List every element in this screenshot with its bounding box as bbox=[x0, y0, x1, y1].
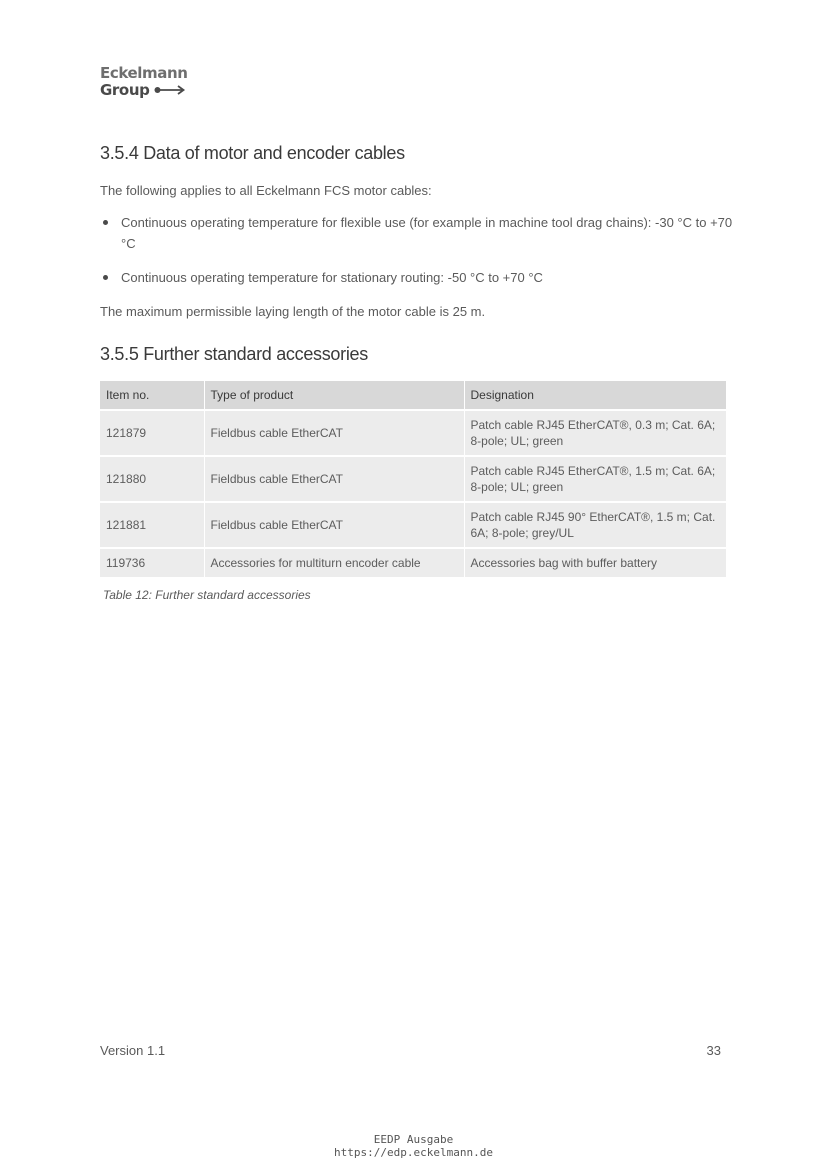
table-row bbox=[100, 548, 726, 578]
bullet-icon bbox=[103, 275, 108, 280]
list-item bbox=[100, 212, 740, 254]
cable-length-note: The maximum permissible laying length of the motor cable is 25 m. bbox=[100, 304, 486, 319]
logo-line-2 bbox=[100, 82, 188, 99]
stamp-url: https://edp.eckelmann.de bbox=[334, 1146, 493, 1159]
table-row bbox=[100, 456, 726, 502]
bullet-icon bbox=[103, 220, 108, 225]
logo-line-1: Eckelmann bbox=[100, 64, 188, 82]
table-header-row bbox=[100, 381, 726, 410]
section-heading-3-5-5: 3.5.5 Further standard accessories bbox=[100, 344, 368, 364]
table-caption: Table 12: Further standard accessories bbox=[103, 588, 311, 602]
list-item bbox=[100, 267, 740, 288]
page-number: 33 bbox=[706, 1043, 721, 1058]
cell-item-no: 121881 bbox=[100, 502, 204, 548]
bullet-list bbox=[100, 212, 740, 301]
column-header-item-no: Item no. bbox=[100, 381, 204, 410]
footer-version: Version 1.1 bbox=[100, 1043, 166, 1058]
accessories-table bbox=[100, 381, 726, 579]
column-header-designation: Designation bbox=[464, 381, 726, 410]
cell-item-no: 121879 bbox=[100, 410, 204, 456]
list-item-text: Continuous operating temperature for stationary routing: -50 °C to +70 °C bbox=[121, 270, 543, 285]
table-row bbox=[100, 410, 726, 456]
logo-arrow-icon bbox=[154, 82, 186, 99]
cell-designation: Patch cable RJ45 90° EtherCAT®, 1.5 m; Cat. 6A; 8-pole; grey/UL bbox=[464, 502, 726, 548]
column-header-type: Type of product bbox=[204, 381, 464, 410]
stamp-line-1: EEDP Ausgabe bbox=[373, 1133, 454, 1146]
cell-designation: Patch cable RJ45 EtherCAT®, 0.3 m; Cat. 6A; 8-pole; UL; green bbox=[464, 410, 726, 456]
list-item-text: Continuous operating temperature for flexible use (for example in machine tool drag chains): -30 °C to +70 °C bbox=[121, 215, 733, 251]
cell-item-no: 121880 bbox=[100, 456, 204, 502]
cell-designation: Patch cable RJ45 EtherCAT®, 1.5 m; Cat. 6A; 8-pole; UL; green bbox=[464, 456, 726, 502]
section-heading-3-5-4: 3.5.4 Data of motor and encoder cables bbox=[100, 143, 405, 163]
cell-type: Fieldbus cable EtherCAT bbox=[204, 456, 464, 502]
cell-type: Fieldbus cable EtherCAT bbox=[204, 410, 464, 456]
edp-stamp bbox=[0, 1133, 827, 1159]
cell-type: Fieldbus cable EtherCAT bbox=[204, 502, 464, 548]
section-intro: The following applies to all Eckelmann FCS motor cables: bbox=[100, 183, 432, 198]
cell-type: Accessories for multiturn encoder cable bbox=[204, 548, 464, 578]
cell-designation: Accessories bag with buffer battery bbox=[464, 548, 726, 578]
cell-item-no: 119736 bbox=[100, 548, 204, 578]
logo-line-2-text: Group bbox=[100, 81, 150, 99]
table-row bbox=[100, 502, 726, 548]
company-logo bbox=[100, 65, 188, 99]
